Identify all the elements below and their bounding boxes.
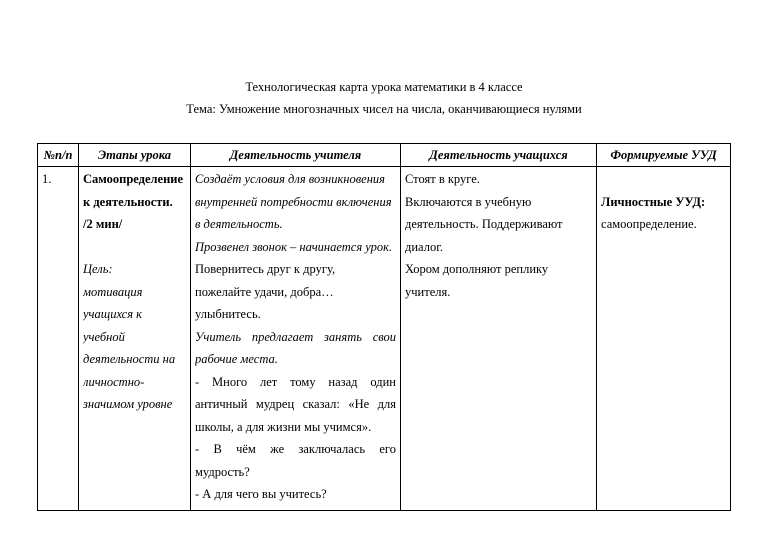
goal-line: деятельности на <box>83 352 176 366</box>
goal-line: значимом уровне <box>83 397 173 411</box>
document-title: Технологическая карта урока математики в 4 классе <box>245 80 523 94</box>
teacher-activity-cell <box>191 167 401 511</box>
student-line: учителя. <box>405 284 451 299</box>
teacher-line: античный мудрец сказал: «Не для <box>195 397 396 411</box>
stage-name-line2: к деятельности. <box>83 194 173 209</box>
column-header-stages: Этапы урока <box>79 144 191 167</box>
uud-value: самоопределение. <box>601 217 697 231</box>
teacher-line: рабочие места. <box>195 352 278 366</box>
teacher-line: пожелайте удачи, добра… <box>195 284 334 299</box>
teacher-line: в деятельность. <box>195 217 283 231</box>
student-line: Стоят в круге. <box>405 172 480 186</box>
goal-line: учащихся к <box>83 307 143 321</box>
uud-label: Личностные УУД: <box>601 194 706 209</box>
row-number-cell <box>38 167 79 511</box>
teacher-line: улыбнитесь. <box>195 307 261 321</box>
teacher-line: внутренней потребности включения <box>195 194 392 209</box>
goal-line: мотивация <box>83 284 143 299</box>
teacher-line: школы, а для жизни мы учимся». <box>195 419 372 434</box>
table-row <box>38 167 731 511</box>
student-line: деятельность. Поддерживают <box>405 217 563 231</box>
teacher-line: Повернитесь друг к другу, <box>195 262 336 276</box>
student-activity-cell <box>401 167 597 511</box>
row-number: 1. <box>42 172 52 186</box>
lesson-plan-table <box>37 143 731 511</box>
stage-cell <box>79 167 191 511</box>
teacher-line: - Много лет тому назад один <box>195 374 396 389</box>
teacher-line: мудрость? <box>195 464 250 479</box>
uud-cell <box>597 167 731 511</box>
teacher-line: Учитель предлагает занять свои <box>195 329 396 344</box>
student-line: диалог. <box>405 239 444 254</box>
column-header-teacher: Деятельность учителя <box>191 144 401 167</box>
goal-line: личностно- <box>83 374 145 389</box>
teacher-line: - В чём же заключалась его <box>195 442 396 456</box>
stage-name-line1: Самоопределение <box>83 172 184 186</box>
teacher-line: Прозвенел звонок – начинается урок. <box>195 239 393 254</box>
column-header-students: Деятельность учащихся <box>401 144 597 167</box>
lesson-topic: Тема: Умножение многозначных чисел на числа, оканчивающиеся нулями <box>186 102 582 116</box>
goal-line: учебной <box>83 329 125 344</box>
teacher-line: - А для чего вы учитесь? <box>195 487 327 501</box>
teacher-line: Создаёт условия для возникновения <box>195 172 385 186</box>
student-line: Включаются в учебную <box>405 194 532 209</box>
column-header-number: №п/п <box>38 144 79 167</box>
stage-duration: /2 мин/ <box>83 217 123 231</box>
column-header-uud: Формируемые УУД <box>597 144 731 167</box>
table-header-row <box>38 144 731 167</box>
goal-label: Цель: <box>83 262 113 276</box>
student-line: Хором дополняют реплику <box>405 262 549 276</box>
